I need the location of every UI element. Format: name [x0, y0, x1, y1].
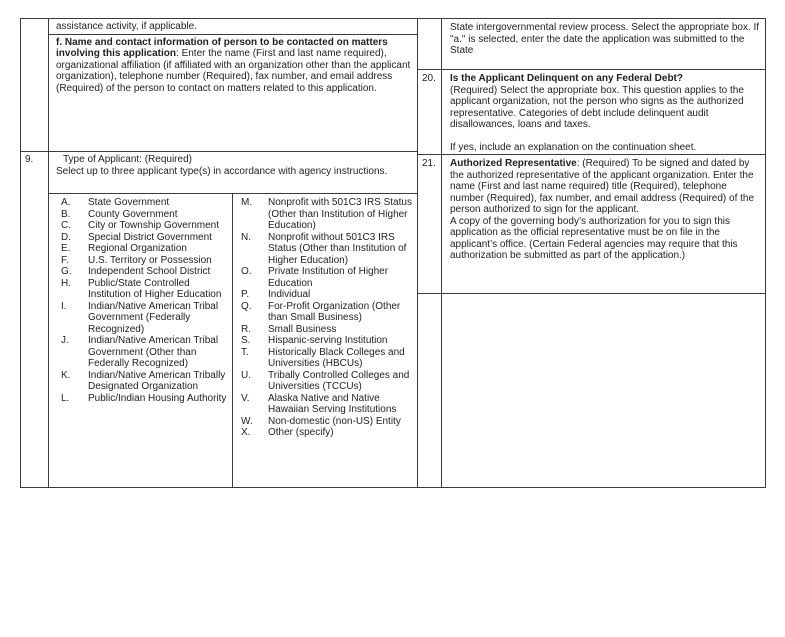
applicant-type-letter: H. — [61, 277, 71, 289]
item-21-body2: A copy of the governing body’s authorization for you to sign this application as the official representative must be on file in the applicant’s office. (Certain Federal agencies may require that this authorization be submitted as part of the application.) — [450, 215, 738, 261]
right-column — [418, 19, 765, 487]
applicant-type-letter: R. — [241, 323, 251, 335]
row-item-8-continuation — [21, 19, 417, 151]
applicant-type-label: Tribally Controlled Colleges and Universities (TCCUs) — [268, 369, 410, 392]
row-item-9 — [21, 151, 417, 487]
applicant-type-label: Nonprofit with 501C3 IRS Status (Other than Institution of Higher Education) — [268, 197, 412, 231]
applicant-type-letter: S. — [241, 335, 251, 346]
applicant-type-label: For-Profit Organization (Other than Small Business) — [268, 300, 401, 323]
row-empty — [418, 293, 765, 487]
applicant-type-label: Public/State Controlled Institution of Higher Education — [88, 277, 222, 300]
applicant-type-label: Hispanic-serving Institution — [268, 335, 388, 346]
applicant-type-item — [49, 370, 232, 393]
empty-cell — [442, 294, 765, 487]
applicant-type-item — [49, 393, 232, 405]
applicant-type-letter: N. — [241, 231, 251, 243]
applicant-type-letter: V. — [241, 392, 250, 404]
item-20-body: (Required) Select the appropriate box. This question applies to the applicant organization, not the person who signs as the authorized representative. Categories of debt include delinquent audit disallowances, loans and taxes. — [450, 84, 744, 130]
applicant-type-letter: K. — [61, 369, 71, 381]
applicant-types-list-m-x — [233, 194, 417, 487]
applicant-type-label: Regional Organization — [88, 243, 187, 254]
applicant-type-letter: U. — [241, 369, 251, 381]
applicant-type-letter: E. — [61, 243, 71, 254]
applicant-type-label: Independent School District — [88, 266, 211, 277]
item-9-title: Type of Applicant: (Required) — [63, 154, 192, 165]
applicant-type-label: Non-domestic (non-US) Entity — [268, 415, 401, 427]
applicant-type-item — [49, 243, 232, 255]
applicant-type-label: Public/Indian Housing Authority — [88, 392, 227, 404]
applicant-type-letter: F. — [61, 254, 69, 266]
applicant-type-item — [49, 197, 232, 209]
applicant-type-letter: P. — [241, 289, 250, 300]
item-9-content — [49, 152, 417, 487]
applicant-type-item — [49, 335, 232, 370]
applicant-type-label: Indian/Native American Tribally Designated Organization — [88, 369, 226, 392]
applicant-type-label: Other (specify) — [268, 427, 334, 438]
applicant-type-item — [233, 347, 417, 370]
item-21-body: : (Required) To be signed and dated by the authorized representative of the applicant organization. Enter the name (First and last name required) title (Required), telephone number (Required), fax number, and email address (Required) of the person authorized to sign for the applicant. — [450, 158, 755, 215]
applicant-type-item — [233, 427, 417, 439]
item-20-heading: Is the Applicant Delinquent on any Federal Debt? — [450, 73, 683, 84]
applicant-types-table — [49, 193, 417, 487]
applicant-type-item — [49, 232, 232, 244]
applicant-type-label: State Government — [88, 197, 170, 208]
applicant-type-label: Private Institution of Higher Education — [268, 266, 389, 289]
applicant-type-label: U.S. Territory or Possession — [88, 254, 212, 266]
applicant-type-letter: T. — [241, 346, 249, 358]
applicant-type-item — [49, 209, 232, 221]
applicant-type-label: Special District Government — [88, 231, 212, 243]
instructions-table — [20, 18, 766, 488]
item-21-number: 21. — [418, 155, 442, 293]
applicant-type-item — [233, 324, 417, 336]
applicant-type-letter: O. — [241, 266, 252, 277]
applicant-type-label: Small Business — [268, 323, 337, 335]
item-f-paragraph — [49, 35, 417, 152]
item-19-continuation-text: State intergovernmental review process. Select the appropriate box. If "a." is selected, enter the date the application was submitted to the State — [450, 22, 760, 56]
applicant-type-label: Individual — [268, 289, 311, 300]
row-item-21 — [418, 154, 765, 293]
applicant-type-item — [233, 393, 417, 416]
applicant-type-letter: Q. — [241, 300, 252, 312]
item-9-header — [49, 152, 417, 193]
applicant-type-label: City or Township Government — [88, 220, 219, 231]
applicant-type-item — [233, 266, 417, 289]
applicant-type-letter: W. — [241, 415, 253, 427]
applicant-type-label: Alaska Native and Native Hawaiian Serving Institutions — [268, 392, 397, 415]
applicant-type-letter: G. — [61, 266, 72, 277]
applicant-type-letter: C. — [61, 220, 71, 231]
applicant-type-item — [49, 278, 232, 301]
applicant-type-item — [49, 220, 232, 232]
applicant-type-letter: I. — [61, 300, 67, 312]
item-20-content — [442, 70, 765, 154]
applicant-type-item — [233, 335, 417, 347]
applicant-type-label: Historically Black Colleges and Universities (HBCUs) — [268, 346, 405, 369]
applicant-type-item — [233, 416, 417, 428]
item-f-heading: f. Name and contact information of person to be contacted on matters involving this application — [56, 36, 388, 59]
item-20-note: If yes, include an explanation on the continuation sheet. — [450, 141, 697, 153]
applicant-type-item — [233, 197, 417, 232]
applicant-type-letter: J. — [61, 335, 69, 346]
applicant-type-item — [49, 255, 232, 267]
applicant-type-letter: M. — [241, 197, 253, 208]
item-20-number: 20. — [418, 70, 442, 154]
applicant-type-label: County Government — [88, 208, 178, 220]
applicant-type-letter: L. — [61, 392, 70, 404]
applicant-type-letter: D. — [61, 231, 71, 243]
item-9-subtitle: Select up to three applicant type(s) in accordance with agency instructions. — [56, 165, 388, 177]
applicant-type-letter: B. — [61, 208, 71, 220]
applicant-type-letter: A. — [61, 197, 71, 208]
item-21-content — [442, 155, 765, 293]
applicant-type-label: Indian/Native American Tribal Government (Other than Federally Recognized) — [88, 335, 219, 369]
applicant-type-label: Indian/Native American Tribal Government (Federally Recognized) — [88, 300, 219, 335]
item-21-paragraph — [450, 158, 760, 216]
applicant-type-item — [49, 266, 232, 278]
item-number-cell-empty — [418, 19, 442, 69]
item-9-number: 9. — [21, 152, 49, 487]
applicant-type-item — [49, 301, 232, 336]
applicant-type-item — [233, 289, 417, 301]
row-item-19-continuation — [418, 19, 765, 69]
applicant-type-label: Nonprofit without 501C3 IRS Status (Other than Institution of Higher Education) — [268, 231, 407, 266]
left-column — [21, 19, 418, 487]
applicant-type-item — [233, 232, 417, 267]
item-21-heading: Authorized Representative — [450, 158, 577, 169]
continuation-text: assistance activity, if applicable. — [49, 19, 417, 35]
item-number-cell-empty — [418, 294, 442, 487]
applicant-type-letter: X. — [241, 427, 251, 438]
applicant-types-list-a-l — [49, 194, 233, 487]
applicant-type-item — [233, 370, 417, 393]
item-8-continuation-content — [49, 19, 417, 151]
row-item-20 — [418, 69, 765, 154]
applicant-type-item — [233, 301, 417, 324]
item-f-body: : Enter the name (First and last name required), organizational affiliation (if affiliated with an organization other than the applicant organization), telephone number (Required), fax number, and email address (Required) of the person to contact on matters related to this application. — [56, 48, 411, 94]
item-number-cell-empty — [21, 19, 49, 151]
